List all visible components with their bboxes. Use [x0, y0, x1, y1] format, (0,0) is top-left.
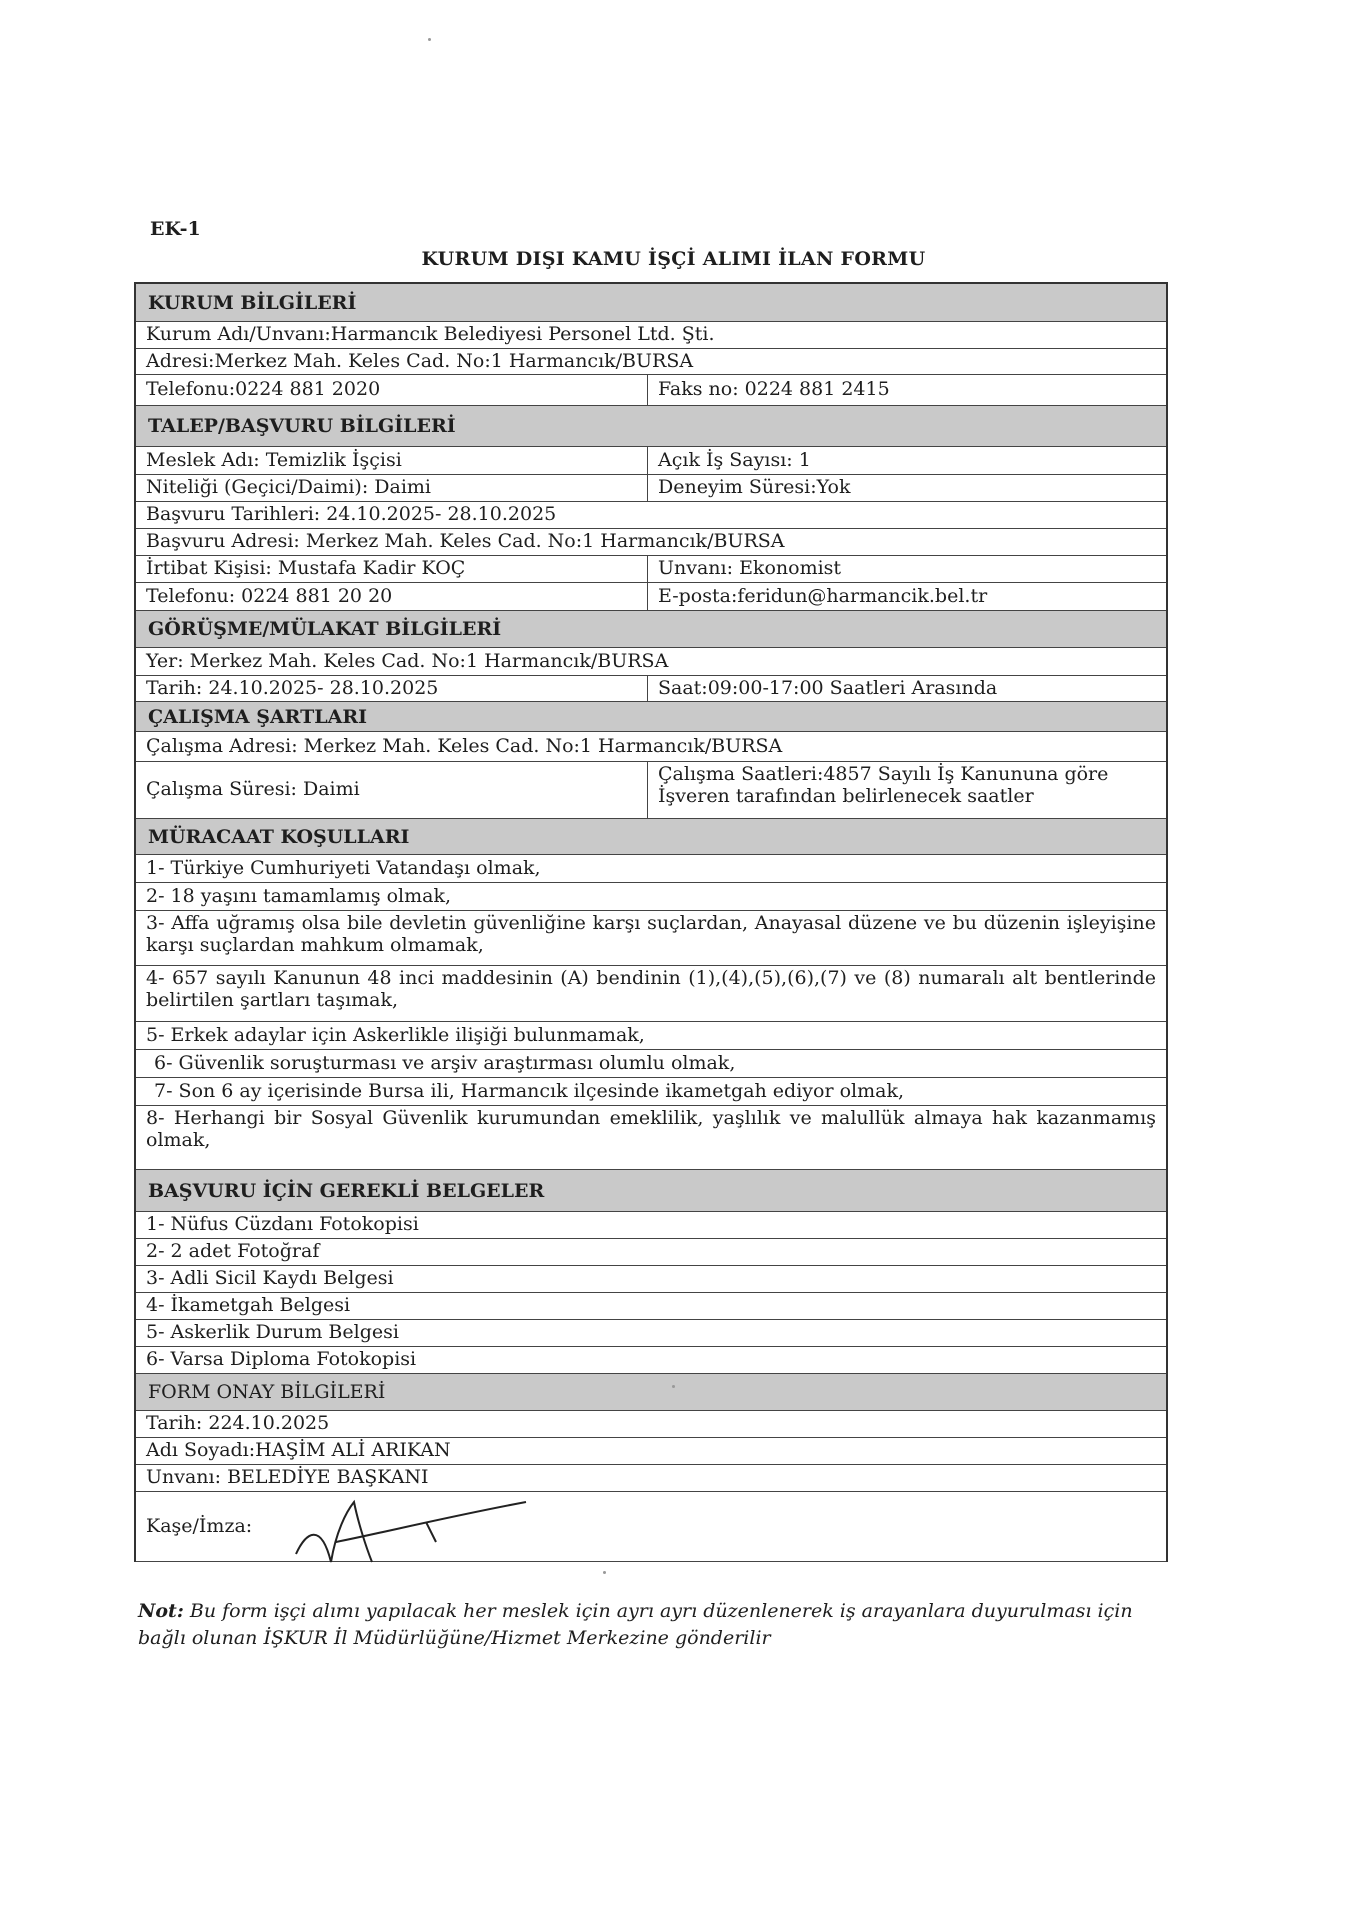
kosul-item: 5- Erkek adaylar için Askerlikle ilişiği bulunmamak, [146, 1023, 645, 1046]
belge-item: 1- Nüfus Cüzdanı Fotokopisi [146, 1213, 419, 1236]
form-title: KURUM DIŞI KAMU İŞÇİ ALIMI İLAN FORMU [421, 248, 926, 270]
niteligi: Niteliği (Geçici/Daimi): Daimi [136, 475, 648, 501]
signature [276, 1492, 536, 1572]
section-muracaat-header: MÜRACAAT KOŞULLARI [136, 819, 1166, 855]
onay-adi-soyadi: Adı Soyadı:HAŞİM ALİ ARIKAN [146, 1439, 451, 1462]
gorusme-tarih: Tarih: 24.10.2025- 28.10.2025 [136, 676, 648, 701]
deneyim-suresi: Deneyim Süresi:Yok [658, 476, 851, 499]
onay-tarih: Tarih: 224.10.2025 [146, 1412, 330, 1435]
scan-speck [603, 1571, 606, 1574]
calisma-saatleri: Çalışma Saatleri:4857 Sayılı İş Kanununa göre İşveren tarafından belirlenecek saatler [658, 763, 1109, 807]
belge-item: 4- İkametgah Belgesi [146, 1294, 351, 1317]
kase-imza-label: Kaşe/İmza: [146, 1514, 253, 1537]
kosul-item: 8- Herhangi bir Sosyal Güvenlik kurumundan emeklilik, yaşlılık ve malullük almaya hak kazanmamış olmak, [146, 1107, 1156, 1151]
section-onay-header: FORM ONAY BİLGİLERİ [136, 1374, 1166, 1411]
gorusme-yer: Yer: Merkez Mah. Keles Cad. No:1 Harmancık/BURSA [146, 649, 669, 672]
footer-note [138, 1598, 1158, 1651]
section-calisma-header: ÇALIŞMA ŞARTLARI [136, 702, 1166, 732]
kurum-name: Kurum Adı/Unvanı:Harmancık Belediyesi Personel Ltd. Şti. [146, 323, 715, 346]
kosul-item: 7- Son 6 ay içerisinde Bursa ili, Harmancık ilçesinde ikametgah ediyor olmak, [154, 1079, 904, 1102]
ek-label: EK-1 [150, 218, 201, 240]
section-belgeler-header: BAŞVURU İÇİN GEREKLİ BELGELER [136, 1170, 1166, 1212]
onay-unvani: Unvanı: BELEDİYE BAŞKANI [146, 1466, 429, 1489]
kurum-phone: Telefonu:0224 881 2020 [136, 375, 648, 405]
section-talep-header: TALEP/BAŞVURU BİLGİLERİ [136, 406, 1166, 447]
scan-speck [672, 1385, 675, 1388]
belge-item: 6- Varsa Diploma Fotokopisi [146, 1348, 417, 1371]
kosul-item: 1- Türkiye Cumhuriyeti Vatandaşı olmak, [146, 856, 541, 879]
kurum-address: Adresi:Merkez Mah. Keles Cad. No:1 Harmancık/BURSA [146, 349, 694, 372]
irtibat-unvani: Unvanı: Ekonomist [658, 557, 842, 580]
note-text: Bu form işçi alımı yapılacak her meslek için ayrı ayrı düzenlenerek iş arayanlara duyurulması için bağlı olunan İŞKUR İl Müdürlüğüne/Hizmet Merkezine gönderilir [138, 1600, 1133, 1649]
belge-item: 3- Adli Sicil Kaydı Belgesi [146, 1267, 394, 1290]
basvuru-tarihleri: Başvuru Tarihleri: 24.10.2025- 28.10.2025 [146, 503, 557, 526]
irtibat-telefonu: Telefonu: 0224 881 20 20 [136, 583, 648, 610]
basvuru-adresi: Başvuru Adresi: Merkez Mah. Keles Cad. No:1 Harmancık/BURSA [146, 530, 785, 553]
form-table [134, 282, 1168, 1562]
section-gorusme-header: GÖRÜŞME/MÜLAKAT BİLGİLERİ [136, 611, 1166, 648]
gorusme-saat: Saat:09:00-17:00 Saatleri Arasında [658, 676, 998, 699]
meslek-adi: Meslek Adı: Temizlik İşçisi [136, 447, 648, 474]
note-label: Not: [138, 1600, 184, 1622]
kosul-item: 6- Güvenlik soruşturması ve arşiv araştırması olumlu olmak, [154, 1051, 736, 1074]
acik-is-sayisi: Açık İş Sayısı: 1 [658, 448, 811, 471]
scan-speck [428, 38, 431, 41]
calisma-adresi: Çalışma Adresi: Merkez Mah. Keles Cad. No:1 Harmancık/BURSA [146, 734, 783, 757]
calisma-suresi: Çalışma Süresi: Daimi [136, 762, 648, 818]
kosul-item: 4- 657 sayılı Kanunun 48 inci maddesinin (A) bendinin (1),(4),(5),(6),(7) ve (8) numaralı alt bentlerinde belirtilen şartları taşımak, [146, 967, 1156, 1011]
kosul-item: 3- Affa uğramış olsa bile devletin güvenliğine karşı suçlardan, Anayasal düzene ve bu düzenin işleyişine karşı suçlardan mahkum olmamak, [146, 912, 1156, 956]
irtibat-eposta: E-posta:feridun@harmancik.bel.tr [658, 584, 988, 607]
kurum-fax: Faks no: 0224 881 2415 [658, 378, 890, 401]
belge-item: 5- Askerlik Durum Belgesi [146, 1321, 399, 1344]
irtibat-kisisi: İrtibat Kişisi: Mustafa Kadir KOÇ [136, 556, 648, 582]
kosul-item: 2- 18 yaşını tamamlamış olmak, [146, 884, 452, 907]
belge-item: 2- 2 adet Fotoğraf [146, 1240, 320, 1263]
section-kurum-header: KURUM BİLGİLERİ [136, 284, 1166, 322]
